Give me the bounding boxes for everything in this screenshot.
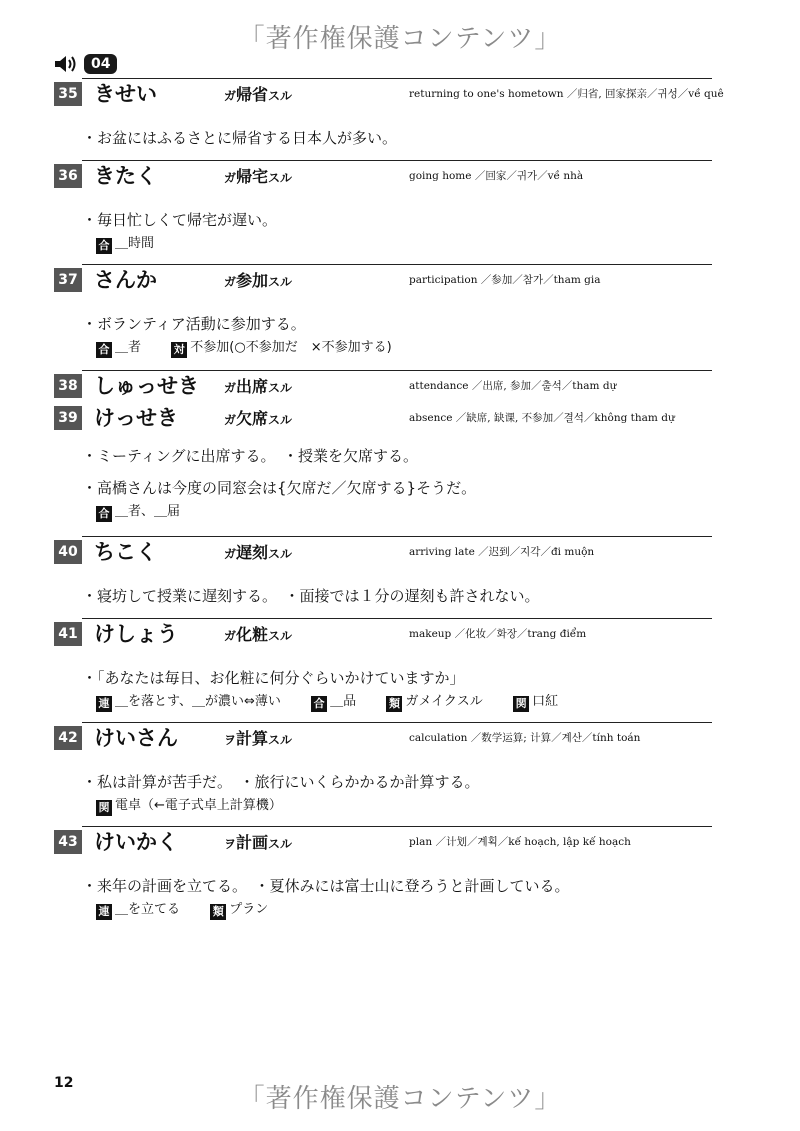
collocation-tag: 連 <box>96 904 112 920</box>
entry-36 <box>54 160 712 254</box>
example-sentence: ・ミーティングに出席する。 ・授業を欠席する。 <box>82 447 419 465</box>
related-words: 合 ＿時間 <box>96 235 712 254</box>
entry-gloss: returning to one's hometown ／归省, 回家探亲／귀성／về quê <box>409 88 724 100</box>
entry-41 <box>54 618 712 712</box>
related-tag: 関 <box>513 696 529 712</box>
example-sentence: ・来年の計画を立てる。 ・夏休みには富士山に登ろうと計画している。 <box>82 877 570 895</box>
entry-reading: けいさん <box>94 726 178 750</box>
entry-gloss: absence ／缺席, 缺课, 不参加／결석／không tham dự <box>409 412 675 424</box>
entry-number: 40 <box>54 540 82 564</box>
compound-tag: 合 <box>311 696 327 712</box>
entry-gloss: calculation ／数学运算; 计算／계산／tính toán <box>409 732 641 744</box>
entry-reading: けしょう <box>94 622 178 646</box>
entry-gloss: going home ／回家／귀가／về nhà <box>409 170 584 182</box>
entry-reading: きたく <box>94 164 157 188</box>
watermark-top: 「著作権保護コンテンツ」 <box>238 24 562 54</box>
audio-track[interactable] <box>54 54 117 74</box>
entry-number: 42 <box>54 726 82 750</box>
entry-reading: きせい <box>94 82 157 106</box>
entry-kanji: ガ遅刻スル <box>224 543 293 562</box>
related-tag: 関 <box>96 800 112 816</box>
example-sentence: ・毎日忙しくて帰宅が遅い。 <box>82 211 278 229</box>
entry-kanji: ガ帰省スル <box>224 85 293 104</box>
compound-tag: 合 <box>96 238 112 254</box>
entry-gloss: makeup ／化妆／화장／trang điểm <box>409 628 587 640</box>
entry-number: 39 <box>54 406 82 430</box>
entry-reading: しゅっせき <box>94 374 199 398</box>
entry-number: 36 <box>54 164 82 188</box>
entry-reading: ちこく <box>94 540 157 564</box>
speaker-icon <box>54 54 80 74</box>
entry-kanji: ヲ計画スル <box>224 833 293 852</box>
related-words: 合 ＿者、＿届 <box>96 503 712 522</box>
entry-gloss: participation ／参加／참가／tham gia <box>409 274 601 286</box>
entry-kanji: ガ出席スル <box>224 377 293 396</box>
entry-kanji: ヲ計算スル <box>224 729 293 748</box>
entry-gloss: plan ／计划／계획／kế hoạch, lập kế hoạch <box>409 836 631 848</box>
entry-reading: けいかく <box>94 830 178 854</box>
entry-42 <box>54 722 712 816</box>
example-sentence: ・寝坊して授業に遅刻する。 ・面接では１分の遅刻も許されない。 <box>82 587 540 605</box>
entry-number: 37 <box>54 268 82 292</box>
entry-number: 38 <box>54 374 82 398</box>
entry-kanji: ガ帰宅スル <box>224 167 293 186</box>
antonym-tag: 対 <box>171 342 187 358</box>
example-sentence: ・私は計算が苦手だ。 ・旅行にいくらかかるか計算する。 <box>82 773 480 791</box>
entry-number: 43 <box>54 830 82 854</box>
related-words: 連 ＿を落とす、＿が濃い⇔薄い 合 ＿品 類 ガメイクスル 関 口紅 <box>96 693 712 712</box>
example-sentence: ・「あなたは毎日、お化粧に何分ぐらいかけていますか」 <box>82 669 465 687</box>
compound-tag: 合 <box>96 506 112 522</box>
entry-number: 41 <box>54 622 82 646</box>
entry-35 <box>54 78 724 147</box>
collocation-tag: 連 <box>96 696 112 712</box>
example-sentence: ・お盆にはふるさとに帰省する日本人が多い。 <box>82 129 398 147</box>
related-words: 合 ＿者 対 不参加(○不参加だ ×不参加する) <box>96 339 712 358</box>
entry-gloss: attendance ／出席, 参加／출석／tham dự <box>409 380 617 392</box>
synonym-tag: 類 <box>386 696 402 712</box>
entry-40 <box>54 536 712 605</box>
entry-kanji: ガ参加スル <box>224 271 293 290</box>
entry-43 <box>54 826 712 920</box>
entry-38-39 <box>54 370 712 522</box>
example-sentence: ・高橋さんは今度の同窓会は{欠席だ／欠席する}そうだ。 <box>82 479 477 497</box>
entry-37 <box>54 264 712 358</box>
track-number: 04 <box>84 54 117 74</box>
entry-kanji: ガ化粧スル <box>224 625 293 644</box>
example-sentence: ・ボランティア活動に参加する。 <box>82 315 306 333</box>
compound-tag: 合 <box>96 342 112 358</box>
related-words: 関 電卓（←電子式卓上計算機） <box>96 797 712 816</box>
page-number: 12 <box>54 1075 74 1091</box>
entry-reading: けっせき <box>94 406 178 430</box>
entry-gloss: arriving late ／迟到／지각／đi muộn <box>409 546 595 558</box>
related-words: 連 ＿を立てる 類 プラン <box>96 901 712 920</box>
watermark-bottom: 「著作権保護コンテンツ」 <box>238 1084 562 1114</box>
entry-number: 35 <box>54 82 82 106</box>
entry-kanji: ガ欠席スル <box>224 409 293 428</box>
entry-reading: さんか <box>94 268 157 292</box>
synonym-tag: 類 <box>210 904 226 920</box>
